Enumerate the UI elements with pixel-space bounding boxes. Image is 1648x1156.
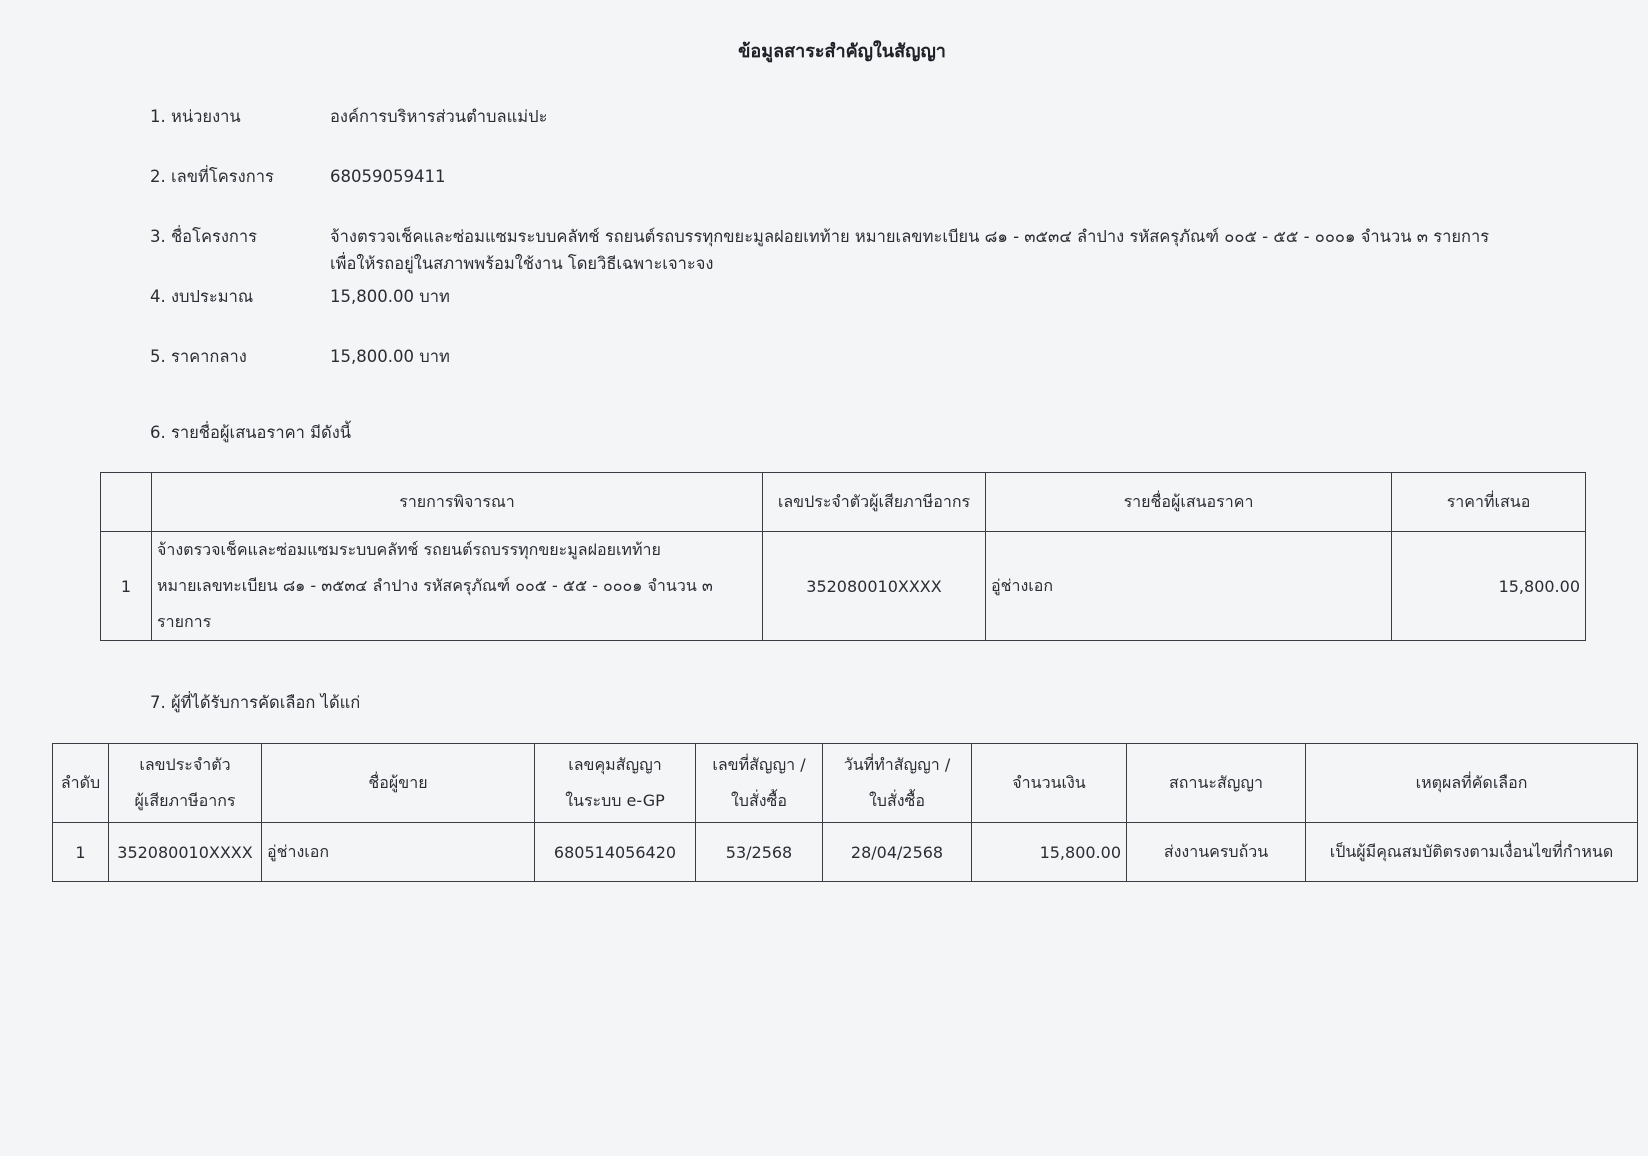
field-value: 15,800.00 บาท bbox=[330, 347, 450, 366]
header-item: รายการพิจารณา bbox=[152, 473, 763, 532]
field-label: 1. หน่วยงาน bbox=[150, 107, 241, 126]
cell-item-line: รายการ bbox=[157, 612, 212, 631]
cell-tax-id: 352080010XXXX bbox=[763, 532, 986, 641]
table-header-row bbox=[101, 473, 1586, 532]
header-no: ลำดับ bbox=[53, 744, 109, 823]
winners-section-title: 7. ผู้ที่ได้รับการคัดเลือก ได้แก่ bbox=[150, 693, 361, 712]
header-tax-id: เลขประจำตัวผู้เสียภาษีอากร bbox=[763, 473, 986, 532]
cell-control-no: 680514056420 bbox=[535, 823, 696, 882]
cell-bidder-name: อู่ช่างเอก bbox=[986, 532, 1392, 641]
header-line: เลขคุมสัญญา bbox=[568, 755, 662, 774]
cell-no: 1 bbox=[53, 823, 109, 882]
cell-price: 15,800.00 bbox=[1392, 532, 1586, 641]
cell-item-line: จ้างตรวจเช็คและซ่อมแซมระบบคลัทช์ รถยนต์รถบรรทุกขยะมูลฝอยเทท้าย bbox=[157, 540, 661, 559]
header-status: สถานะสัญญา bbox=[1127, 744, 1306, 823]
field-label: 3. ชื่อโครงการ bbox=[150, 227, 258, 246]
header-contract-no bbox=[696, 744, 823, 823]
cell-no: 1 bbox=[101, 532, 152, 641]
field-value-line2: เพื่อให้รถอยู่ในสภาพพร้อมใช้งาน โดยวิธีเฉพาะเจาะจง bbox=[330, 254, 714, 273]
table-row bbox=[101, 532, 1586, 641]
header-line: ใบสั่งซื้อ bbox=[730, 791, 787, 810]
header-line: ใบสั่งซื้อ bbox=[868, 791, 925, 810]
header-line: เลขประจำตัว bbox=[139, 755, 231, 774]
header-control-no bbox=[535, 744, 696, 823]
field-value: องค์การบริหารส่วนตำบลแม่ปะ bbox=[330, 107, 548, 126]
header-no bbox=[101, 473, 152, 532]
cell-amount: 15,800.00 bbox=[972, 823, 1127, 882]
cell-seller: อู่ช่างเอก bbox=[262, 823, 535, 882]
header-line: วันที่ทำสัญญา / bbox=[843, 755, 951, 774]
header-reason: เหตุผลที่คัดเลือก bbox=[1306, 744, 1638, 823]
table-row bbox=[53, 823, 1638, 882]
cell-item-line: หมายเลขทะเบียน ๘๑ - ๓๕๓๔ ลำปาง รหัสครุภัณฑ์ ๐๐๕ - ๕๕ - ๐๐๐๑ จำนวน ๓ bbox=[157, 576, 713, 595]
cell-contract-date: 28/04/2568 bbox=[823, 823, 972, 882]
header-seller: ชื่อผู้ขาย bbox=[262, 744, 535, 823]
field-value: 68059059411 bbox=[330, 167, 446, 186]
header-price: ราคาที่เสนอ bbox=[1392, 473, 1586, 532]
header-amount: จำนวนเงิน bbox=[972, 744, 1127, 823]
winners-table bbox=[52, 743, 1638, 882]
bidders-section-title: 6. รายชื่อผู้เสนอราคา มีดังนี้ bbox=[150, 423, 352, 442]
field-value-line1: จ้างตรวจเช็คและซ่อมแซมระบบคลัทช์ รถยนต์รถบรรทุกขยะมูลฝอยเทท้าย หมายเลขทะเบียน ๘๑ - ๓๕๓๔ ลำปาง รหัสครุภัณฑ์ ๐๐๕ - ๕๕ - ๐๐๐๑ จำนวน ๓ รายการ bbox=[330, 227, 1490, 246]
field-label: 2. เลขที่โครงการ bbox=[150, 167, 274, 186]
header-bidder-name: รายชื่อผู้เสนอราคา bbox=[986, 473, 1392, 532]
bidders-table bbox=[100, 472, 1586, 641]
field-value: 15,800.00 บาท bbox=[330, 287, 450, 306]
table-header-row bbox=[53, 744, 1638, 823]
header-line: ในระบบ e-GP bbox=[565, 791, 665, 810]
header-line: เลขที่สัญญา / bbox=[712, 755, 806, 774]
cell-reason: เป็นผู้มีคุณสมบัติตรงตามเงื่อนไขที่กำหนด bbox=[1306, 823, 1638, 882]
cell-contract-no: 53/2568 bbox=[696, 823, 823, 882]
cell-tax-id: 352080010XXXX bbox=[109, 823, 262, 882]
cell-item bbox=[152, 532, 763, 641]
header-contract-date bbox=[823, 744, 972, 823]
field-label: 4. งบประมาณ bbox=[150, 287, 254, 306]
header-tax-id bbox=[109, 744, 262, 823]
field-label: 5. ราคากลาง bbox=[150, 347, 247, 366]
document-title: ข้อมูลสาระสำคัญในสัญญา bbox=[738, 41, 946, 62]
header-line: ผู้เสียภาษีอากร bbox=[134, 791, 236, 810]
cell-status: ส่งงานครบถ้วน bbox=[1127, 823, 1306, 882]
